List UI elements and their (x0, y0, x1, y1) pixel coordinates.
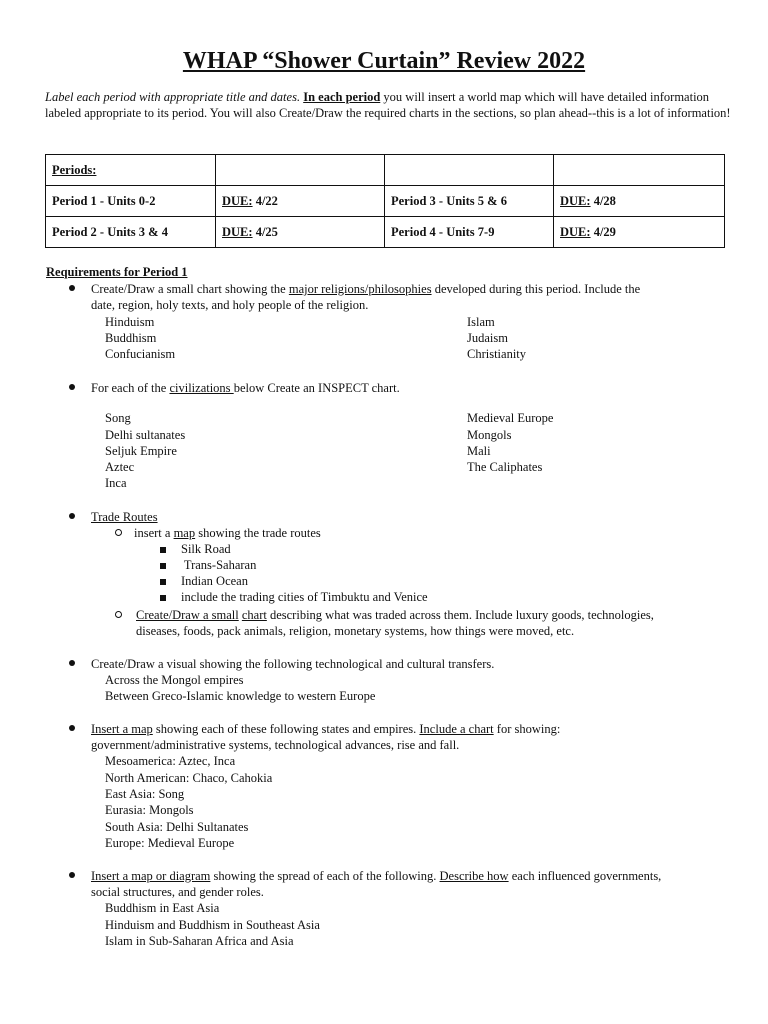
religion-item: Buddhism (105, 331, 157, 345)
period-cell: Period 3 - Units 5 & 6 (385, 186, 554, 217)
intro-bold-underline: In each period (303, 90, 381, 104)
due-cell: DUE: 4/22 (216, 186, 385, 217)
civilization-item: Mongols (467, 428, 512, 442)
due-cell: DUE: 4/29 (554, 217, 725, 248)
civilization-item: Song (105, 411, 131, 425)
square-bullet-icon (160, 595, 166, 601)
periods-table (45, 154, 725, 248)
table-row (46, 155, 725, 186)
trade-route-item: include the trading cities of Timbuktu and Venice (181, 590, 428, 604)
civilization-item: Seljuk Empire (105, 444, 177, 458)
table-row (46, 186, 725, 217)
table-row (46, 217, 725, 248)
bullet-icon (69, 384, 75, 390)
table-cell (385, 155, 554, 186)
intro-rest: you will insert a world map which will have detailed information labeled appropriate to its period. You will also Create/Draw the required charts in the sections, so plan ahead--this is a lot of information! (45, 90, 731, 120)
spread-line2: social structures, and gender roles. (91, 885, 264, 899)
square-bullet-icon (160, 579, 166, 585)
civilization-item: Mali (467, 444, 491, 458)
bullet-states-empires: Insert a map showing each of these following states and empires. Include a chart for showing: (91, 722, 561, 736)
bullet-icon (69, 513, 75, 519)
religion-item: Judaism (467, 331, 508, 345)
trade-route-item: Trans-Saharan (181, 558, 257, 572)
period-cell: Period 2 - Units 3 & 4 (46, 217, 216, 248)
bullet-transfers: Create/Draw a visual showing the following technological and cultural transfers. (91, 657, 495, 671)
civilization-item: Delhi sultanates (105, 428, 186, 442)
circle-bullet-icon (115, 529, 122, 536)
states-line2: government/administrative systems, technological advances, rise and fall. (91, 738, 460, 752)
requirements-heading: Requirements for Period 1 (46, 265, 188, 279)
bullet-spread: Insert a map or diagram showing the spread of each of the following. Describe how each influenced governments, (91, 869, 662, 883)
civilization-item: Inca (105, 476, 127, 490)
spread-item: Hinduism and Buddhism in Southeast Asia (105, 918, 320, 932)
civilization-item: Aztec (105, 460, 135, 474)
trade-route-item: Indian Ocean (181, 574, 248, 588)
due-cell: DUE: 4/28 (554, 186, 725, 217)
religion-item: Confucianism (105, 347, 176, 361)
bullet-trade-routes: Trade Routes (91, 510, 158, 524)
circle-bullet-icon (115, 611, 122, 618)
period-cell: Period 1 - Units 0-2 (46, 186, 216, 217)
state-item: East Asia: Song (105, 787, 185, 801)
table-header-cell: Periods: (46, 155, 216, 186)
bullet-icon (69, 660, 75, 666)
state-item: Eurasia: Mongols (105, 803, 194, 817)
page-title: WHAP “Shower Curtain” Review 2022 (182, 48, 586, 74)
table-cell (554, 155, 725, 186)
religion-item: Hinduism (105, 315, 155, 329)
state-item: Mesoamerica: Aztec, Inca (105, 754, 236, 768)
religion-item: Islam (467, 315, 495, 329)
trade-route-item: Silk Road (181, 542, 231, 556)
trade-chart-item: Create/Draw a small chart describing what was traded across them. Include luxury goods, technologies, (136, 608, 654, 622)
spread-item: Buddhism in East Asia (105, 901, 220, 915)
due-cell: DUE: 4/25 (216, 217, 385, 248)
square-bullet-icon (160, 563, 166, 569)
religion-item: Christianity (467, 347, 527, 361)
bullet-religions: Create/Draw a small chart showing the major religions/philosophies developed during this period. Include the (91, 282, 641, 296)
intro-italic: Label each period with appropriate title and dates. (45, 90, 301, 104)
state-item: Europe: Medieval Europe (105, 836, 235, 850)
transfer-item: Across the Mongol empires (105, 673, 244, 687)
trade-chart-line2: diseases, foods, pack animals, religion, monetary systems, how things were moved, etc. (136, 624, 575, 638)
transfer-item: Between Greco-Islamic knowledge to western Europe (105, 689, 376, 703)
state-item: North American: Chaco, Cahokia (105, 771, 273, 785)
civilization-item: The Caliphates (467, 460, 543, 474)
bullet-civilizations: For each of the civilizations below Create an INSPECT chart. (91, 381, 400, 395)
bullet-icon (69, 725, 75, 731)
civilization-item: Medieval Europe (467, 411, 554, 425)
bullet-religions-line2: date, region, holy texts, and holy people of the religion. (91, 298, 369, 312)
state-item: South Asia: Delhi Sultanates (105, 820, 249, 834)
spread-item: Islam in Sub-Saharan Africa and Asia (105, 934, 294, 948)
intro-paragraph (45, 89, 735, 121)
square-bullet-icon (160, 547, 166, 553)
trade-map-item: insert a map showing the trade routes (134, 526, 321, 540)
bullet-icon (69, 285, 75, 291)
period-cell: Period 4 - Units 7-9 (385, 217, 554, 248)
bullet-icon (69, 872, 75, 878)
table-cell (216, 155, 385, 186)
